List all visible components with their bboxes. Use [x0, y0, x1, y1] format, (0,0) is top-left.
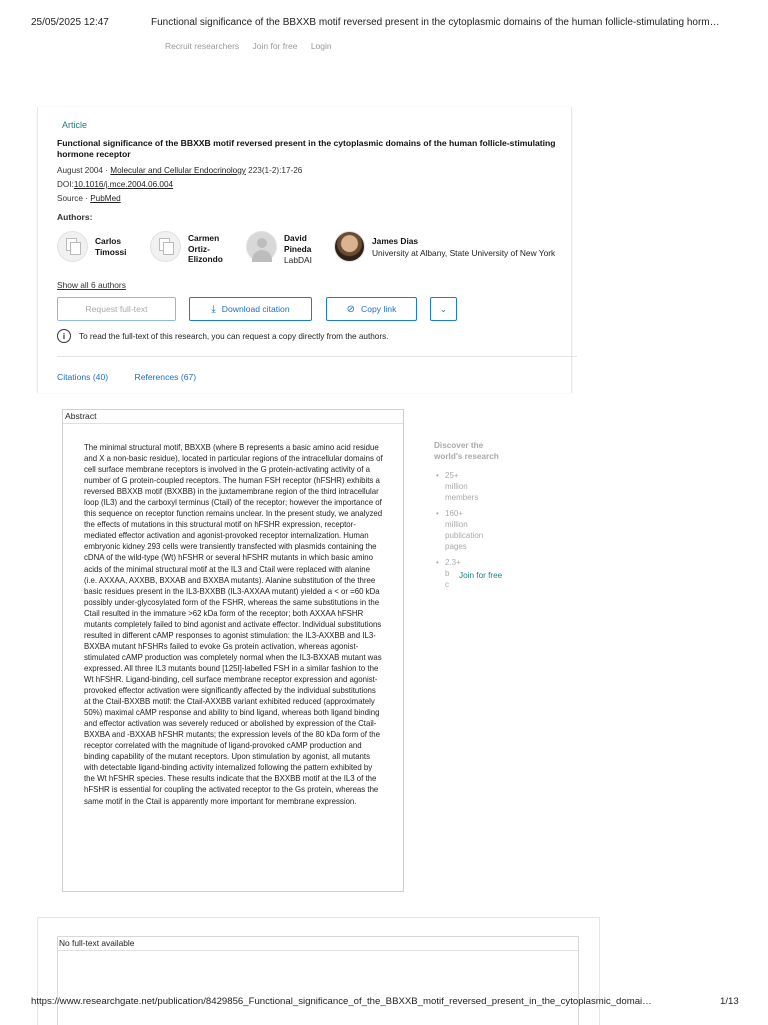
author-last-name: Timossi — [95, 246, 127, 257]
author-last-name: Pineda — [284, 243, 312, 254]
source-label: Source · — [57, 194, 91, 203]
authors-label: Authors: — [57, 212, 93, 222]
request-full-text-button[interactable] — [57, 297, 176, 321]
request-info — [57, 329, 388, 343]
join-for-free-link[interactable]: Join for free — [252, 41, 298, 51]
top-nav — [165, 41, 343, 51]
doi-line — [57, 180, 173, 189]
article-title: Functional significance of the BBXXB motif reversed present in the cytoplasmic domains of the human follicle-stimulating hormone receptor — [57, 138, 556, 159]
abstract-text: The minimal structural motif, BBXXB (where B represents a basic amino acid residue and X a non-basic residue), located in particular regions of the intracellular domains of cell surface membrane receptors is involved in the G protein-activating activity of a number of G protein-coupled receptors. The human FSH receptor (hFSHR) exhibits a reversed BBXXB motif (BXXBB) in the juxtamembrane region of the third intracellular loop (IL3) and the carboxyl terminus (Ctail) of the receptor; however the importance of this sequence on receptor function remains unclear. In the present study, we analyzed the effects of mutations in this structural motif on hFSHR expression, receptor-mediated effector activation and agonist-provoked receptor internalization. Human embryonic kidney 293 cells were transiently transfected with plasmids containing the cDNA of the wild-type (Wt) hFSHR or several hFSHR mutants in which basic amino acids of the minimal structural motif at the IL3 and Ctail were replaced with alanine (i.e. AXXAA, AXXBB, BXXAB and BXXBA mutants). Alanine substitution of the three basic residues present in the IL3-BXXBB (IL3-AXXAA mutant) yielded a < or =60 kDa possibly under-glycosylated form of the FSHR, whereas the same substitutions in the Ctail resulted in the immature >62 kDa form of the receptor; both AXXAA hFSHR mutants completely failed to bind agonist and activate effector. Individual substitutions resulted in different cAMP responses to agonist stimulation: the IL3-AXXBB and IL3-BXXBA mutant hFSHRs failed to evoke Gs protein activation, whereas agonist-stimulated cAMP production was completely normal when the IL3-BXXAB mutant was expressed. All three IL3 mutants bound [125I]-labelled FSH in a similar fashion to the Wt hFSHR. Ligand-binding, cell surface membrane receptor expression and agonist-provoked effector activation were significantly affected by the individual substitutions at the Ctail-BXXBB motif: the Ctail-AXXBB variant exhibited reduced (approximately 50%) maximal cAMP response and ability to bind ligand, whereas both ligand binding and effector activation was severely reduced or abolished by expression of the Ctail-BXXBA and -BXXAB hFSHR mutants; the expression levels of the 80 kDa form of the receptor correlated with the magnitude of ligand-provoked cAMP production and binding capability of the mutant receptors. Upon stimulation by agonist, all mutants with detectable ligand-binding activity internalized following the pattern exhibited by the Wt hFSHR species. These results indicate that the BXXBB motif at the IL3 of the hFSHR is essential for coupling the activated receptor to the Gs protein, whereas the same motif in the Ctail is apparently more important for membrane expression. — [84, 443, 383, 806]
bullet: • — [436, 471, 439, 480]
journal-volume: 223(1-2):17-26 — [245, 166, 303, 175]
abstract-panel — [62, 409, 404, 892]
doi-link[interactable]: 10.1016/j.mce.2004.06.004 — [73, 180, 174, 189]
print-title: Functional significance of the BBXXB motif reversed present in the cytoplasmic domains of the human follicle-stimulating horm… — [151, 17, 720, 28]
tab-references[interactable]: References (67) — [134, 372, 197, 382]
author-name-pineda[interactable] — [284, 233, 311, 254]
author-affiliation: LabDAI — [284, 255, 312, 265]
source-link[interactable]: PubMed — [90, 194, 121, 203]
bullet: • — [436, 509, 439, 518]
stat-value: 2.3+ — [445, 558, 461, 567]
print-footer-url: https://www.researchgate.net/publication/8429856_Functional_significance_of_the_BBXXB_motif_reversed_present_in_the_cytoplasmic_domai… — [31, 996, 652, 1007]
recruit-researchers-link[interactable]: Recruit researchers — [165, 41, 240, 51]
no-fulltext-panel — [57, 936, 579, 1025]
document-icon[interactable] — [57, 231, 88, 262]
author-first-name: Carlos — [95, 236, 122, 246]
join-for-free-button[interactable]: Join for free — [459, 571, 503, 580]
author-last-name: Ortiz- — [188, 243, 210, 254]
publication-date: August 2004 · — [57, 166, 111, 175]
request-info-text: To read the full-text of this research, you can request a copy directly from the authors. — [79, 331, 389, 341]
tabs — [57, 372, 220, 382]
divider — [57, 356, 577, 357]
discover-title-line2: world's research — [434, 452, 499, 461]
button-label: Request full-text — [85, 304, 148, 314]
divider — [63, 423, 403, 424]
bullet: • — [436, 558, 439, 567]
source-line — [57, 194, 121, 203]
article-type-badge: Article — [62, 120, 88, 130]
discover-title: Discover the — [434, 441, 484, 450]
download-citation-button[interactable] — [189, 297, 312, 321]
doi-label: DOI: — [57, 180, 74, 189]
button-label: Copy link — [361, 304, 397, 314]
info-icon: i — [57, 329, 71, 343]
copy-link-button[interactable] — [326, 297, 417, 321]
stat-members — [436, 470, 479, 503]
stat-unit: million — [445, 482, 468, 491]
print-date: 25/05/2025 12:47 — [31, 17, 109, 28]
author-first-name: David — [284, 233, 307, 243]
stat-label: publication — [445, 531, 484, 540]
abstract-label: Abstract — [65, 411, 97, 421]
author-photo[interactable] — [334, 231, 365, 262]
show-all-authors-link[interactable]: Show all 6 authors — [57, 280, 126, 290]
author-first-name: Carmen — [188, 233, 220, 243]
document-icon[interactable] — [150, 231, 181, 262]
publication-info — [57, 166, 302, 175]
no-fulltext-label: No full-text available — [59, 938, 135, 948]
stat-pages — [436, 508, 484, 552]
tab-citations[interactable]: Citations (40) — [57, 372, 109, 382]
journal-link[interactable]: Molecular and Cellular Endocrinology — [110, 166, 246, 175]
stat-label-cont: pages — [445, 542, 467, 551]
download-icon: ⤓ — [211, 303, 216, 315]
print-page-number: 1/13 — [720, 996, 739, 1007]
author-name-dias[interactable]: James Dias — [372, 236, 419, 246]
stat-value: 25+ — [445, 471, 459, 480]
person-icon[interactable] — [246, 231, 277, 262]
stat-value: 160+ — [445, 509, 464, 518]
button-label: Download citation — [221, 304, 290, 314]
stat-unit: b — [445, 569, 450, 578]
author-name-ortiz-elizondo[interactable] — [188, 233, 223, 265]
author-affiliation: University at Albany, State University of New York — [372, 248, 556, 258]
stat-unit: million — [445, 520, 468, 529]
chevron-down-icon: ⌄ — [439, 303, 448, 314]
divider — [58, 950, 578, 951]
more-options-button[interactable] — [430, 297, 457, 321]
stat-label: members — [445, 493, 479, 502]
stat-label: c — [445, 580, 449, 589]
discover-panel — [434, 440, 499, 462]
author-last-name-cont: Elizondo — [188, 254, 223, 264]
author-name-timossi[interactable] — [95, 236, 127, 257]
link-icon: ⊘ — [346, 303, 356, 315]
login-link[interactable]: Login — [310, 41, 332, 51]
